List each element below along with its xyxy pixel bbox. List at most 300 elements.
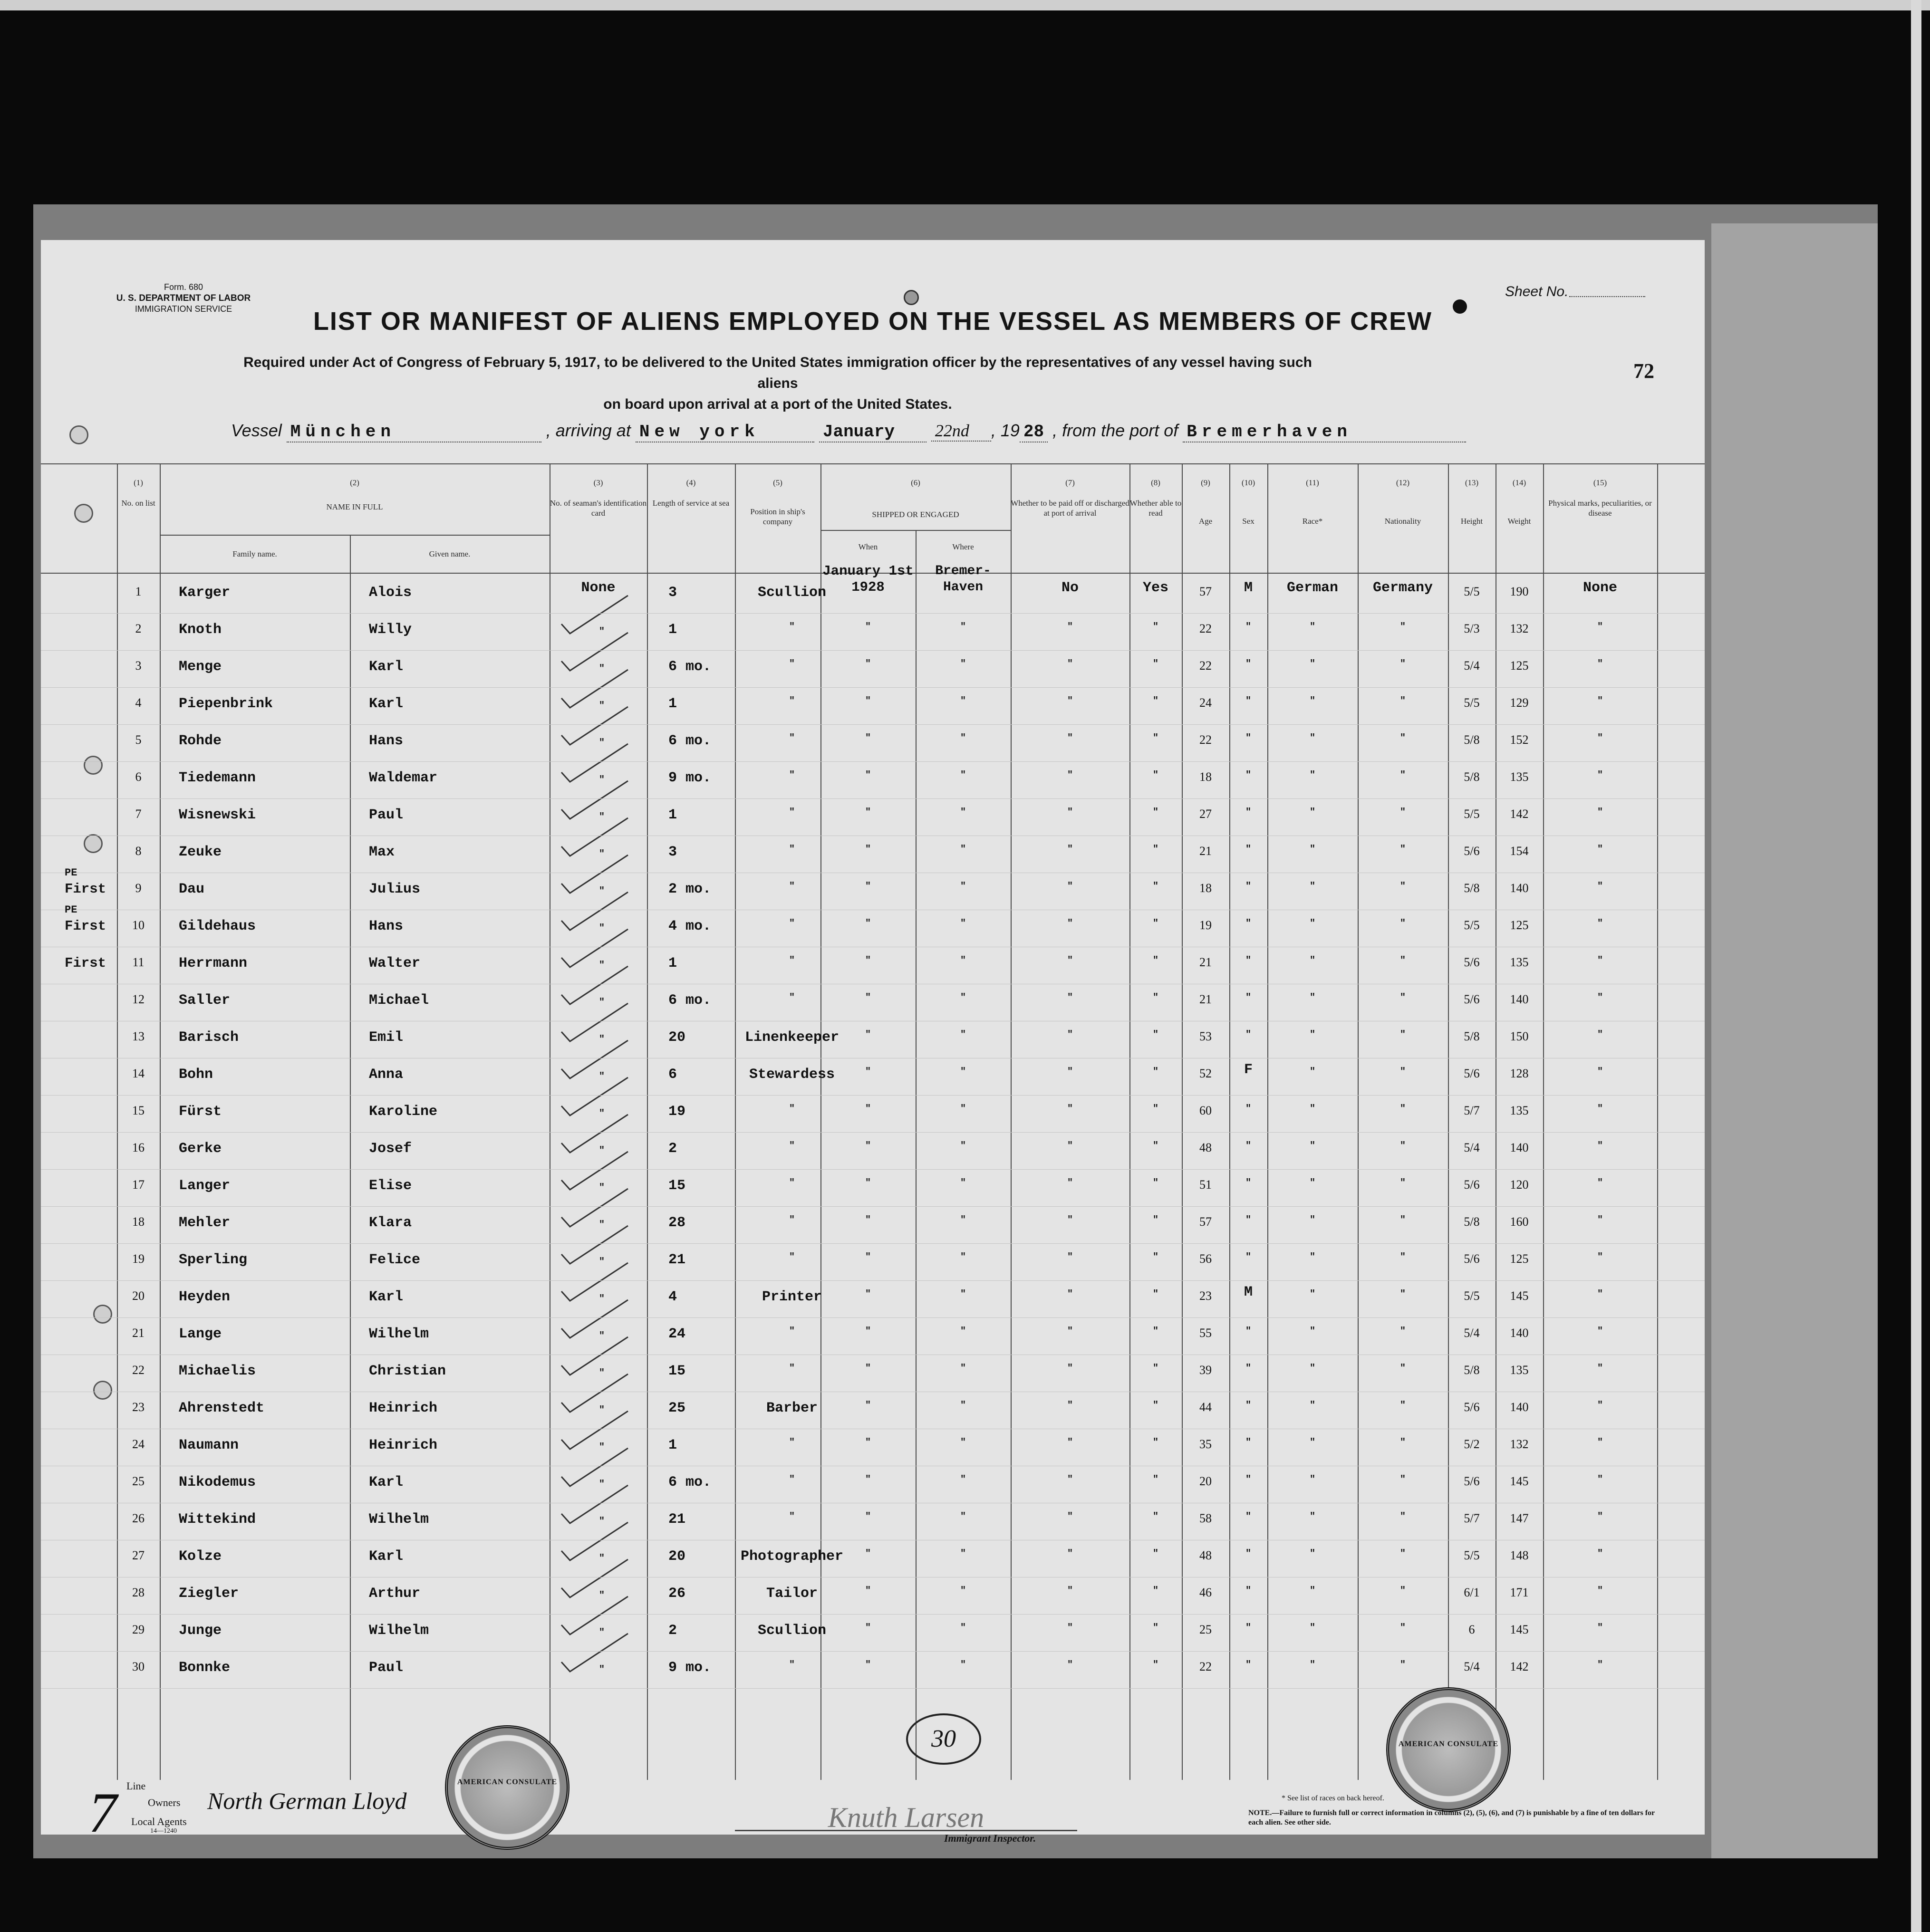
line-signature: North German Lloyd xyxy=(207,1788,407,1814)
margin-note-mark: PE xyxy=(65,904,77,916)
service-length: 24 xyxy=(668,1326,686,1342)
race-ditto: " xyxy=(1309,696,1315,707)
able-to-read-ditto: " xyxy=(1152,807,1158,818)
row-rule xyxy=(41,650,1705,651)
weight: 171 xyxy=(1510,1586,1529,1599)
physical-marks-ditto: " xyxy=(1597,733,1603,744)
race-ditto: " xyxy=(1309,1437,1315,1448)
given-name: Max xyxy=(369,844,395,860)
race-ditto: " xyxy=(1309,1289,1315,1300)
card-ditto: " xyxy=(598,1405,605,1416)
margin-note-mark: PE xyxy=(65,867,77,879)
service-length: 25 xyxy=(668,1400,686,1416)
shipped-when-ditto: " xyxy=(865,1289,871,1300)
nationality: Germany xyxy=(1372,580,1433,596)
row-number: 20 xyxy=(132,1289,145,1303)
race-ditto: " xyxy=(1309,1141,1315,1152)
physical-marks-ditto: " xyxy=(1597,1029,1603,1040)
given-name: Heinrich xyxy=(369,1400,438,1416)
weight: 148 xyxy=(1510,1548,1529,1562)
given-name: Wilhelm xyxy=(369,1623,429,1639)
race-ditto: " xyxy=(1309,807,1315,818)
age: 21 xyxy=(1199,844,1212,858)
weight: 125 xyxy=(1510,1252,1529,1266)
family-name: Ahrenstedt xyxy=(179,1400,265,1416)
col-card-header: (3) No. of seaman's identification card xyxy=(550,478,647,518)
able-to-read-ditto: " xyxy=(1152,1400,1158,1411)
position: Scullion xyxy=(757,1623,827,1639)
owners-label: Owners xyxy=(148,1797,181,1808)
race-ditto: " xyxy=(1309,1511,1315,1522)
shipped-when-ditto: " xyxy=(865,1326,871,1337)
name-subheader-rule xyxy=(160,535,550,536)
row-number: 18 xyxy=(132,1215,145,1229)
age: 18 xyxy=(1199,881,1212,895)
sex: M xyxy=(1244,1284,1253,1300)
age: 58 xyxy=(1199,1511,1212,1525)
consulate-seal xyxy=(445,1725,569,1850)
vessel-label: Vessel xyxy=(231,421,282,440)
nationality-ditto: " xyxy=(1399,1252,1406,1263)
card-ditto: " xyxy=(598,1664,605,1675)
row-number: 17 xyxy=(132,1178,145,1192)
card-ditto: " xyxy=(598,997,605,1008)
family-name: Barisch xyxy=(179,1029,239,1046)
age: 27 xyxy=(1199,807,1212,821)
service-length: 6 mo. xyxy=(668,1474,712,1490)
able-to-read-ditto: " xyxy=(1152,1363,1158,1374)
given-name: Michael xyxy=(369,992,429,1009)
service-length: 26 xyxy=(668,1586,686,1602)
physical-marks-ditto: " xyxy=(1597,1363,1603,1374)
arrival-day: 22nd xyxy=(931,421,991,442)
able-to-read-ditto: " xyxy=(1152,1141,1158,1152)
paid-off-ditto: " xyxy=(1067,1586,1073,1596)
height: 5/5 xyxy=(1464,1289,1480,1303)
physical-marks-ditto: " xyxy=(1597,1586,1603,1596)
service-length: 1 xyxy=(668,696,677,712)
family-name: Naumann xyxy=(179,1437,239,1453)
shipped-when-ditto: " xyxy=(865,1548,871,1559)
shipped-where-ditto: " xyxy=(960,1215,966,1226)
given-name: Wilhelm xyxy=(369,1511,429,1528)
physical-marks-ditto: " xyxy=(1597,992,1603,1003)
able-to-read-ditto: " xyxy=(1152,1586,1158,1596)
service-length: 9 mo. xyxy=(668,1660,712,1676)
physical-marks-ditto: " xyxy=(1597,1067,1603,1077)
position: " xyxy=(789,1215,795,1226)
position: " xyxy=(789,733,795,744)
age: 51 xyxy=(1199,1178,1212,1192)
form-number: Form. 680 xyxy=(164,282,203,292)
height: 5/5 xyxy=(1464,696,1480,710)
given-name: Klara xyxy=(369,1215,412,1231)
age: 35 xyxy=(1199,1437,1212,1451)
row-number: 9 xyxy=(135,881,142,895)
family-name: Ziegler xyxy=(179,1586,239,1602)
able-to-read-ditto: " xyxy=(1152,955,1158,966)
shipped-when-ditto: " xyxy=(865,881,871,892)
sex-ditto: " xyxy=(1245,1178,1251,1189)
weight: 142 xyxy=(1510,1660,1529,1673)
age: 60 xyxy=(1199,1104,1212,1117)
row-number: 23 xyxy=(132,1400,145,1414)
given-name: Hans xyxy=(369,733,404,749)
shipped-where-ditto: " xyxy=(960,1029,966,1040)
physical-marks-ditto: " xyxy=(1597,1141,1603,1152)
row-rule xyxy=(41,1132,1705,1133)
row-number: 10 xyxy=(132,918,145,932)
nationality-ditto: " xyxy=(1399,1363,1406,1374)
family-name: Saller xyxy=(179,992,231,1009)
card-ditto: " xyxy=(598,663,605,674)
race: German xyxy=(1286,580,1339,596)
service-length: 3 xyxy=(668,585,677,601)
age: 55 xyxy=(1199,1326,1212,1340)
able-to-read-ditto: " xyxy=(1152,1289,1158,1300)
physical-marks-ditto: " xyxy=(1597,1548,1603,1559)
family-name: Piepenbrink xyxy=(179,696,273,712)
race-ditto: " xyxy=(1309,992,1315,1003)
row-rule xyxy=(41,613,1705,614)
age: 20 xyxy=(1199,1474,1212,1488)
sex-ditto: " xyxy=(1245,1660,1251,1671)
physical-marks-ditto: " xyxy=(1597,807,1603,818)
service-length: 15 xyxy=(668,1178,686,1194)
department-name: U. S. DEPARTMENT OF LABOR xyxy=(116,293,251,303)
height: 5/5 xyxy=(1464,1548,1480,1562)
card-ditto: " xyxy=(598,1108,605,1119)
card-ditto: " xyxy=(598,1516,605,1527)
height: 5/6 xyxy=(1464,955,1480,969)
paid-off-ditto: " xyxy=(1067,1289,1073,1300)
col-shipped-header: (6) SHIPPED OR ENGAGED xyxy=(872,478,959,519)
shipped-where-ditto: " xyxy=(960,881,966,892)
shipped-when-ditto: " xyxy=(865,733,871,744)
card-ditto: " xyxy=(598,1257,605,1268)
age: 39 xyxy=(1199,1363,1212,1377)
shipped-when-ditto: " xyxy=(865,992,871,1003)
nationality-ditto: " xyxy=(1399,807,1406,818)
given-name: Karl xyxy=(369,1289,404,1305)
weight: 140 xyxy=(1510,992,1529,1006)
shipped-where-ditto: " xyxy=(960,1141,966,1152)
height: 5/8 xyxy=(1464,770,1480,784)
height: 5/6 xyxy=(1464,1067,1480,1080)
service-length: 6 mo. xyxy=(668,659,712,675)
paid-off-ditto: " xyxy=(1067,844,1073,855)
race-ditto: " xyxy=(1309,1400,1315,1411)
paid-off-ditto: " xyxy=(1067,1511,1073,1522)
paid-off-ditto: " xyxy=(1067,696,1073,707)
nationality-ditto: " xyxy=(1399,955,1406,966)
shipped-where-ditto: " xyxy=(960,992,966,1003)
height: 5/8 xyxy=(1464,1363,1480,1377)
nationality-ditto: " xyxy=(1399,1104,1406,1115)
weight: 120 xyxy=(1510,1178,1529,1192)
sex-ditto: " xyxy=(1245,770,1251,781)
vessel-name: München xyxy=(287,422,541,442)
weight: 135 xyxy=(1510,770,1529,784)
weight: 190 xyxy=(1510,585,1529,598)
given-name: Paul xyxy=(369,807,404,823)
race-ditto: " xyxy=(1309,1548,1315,1559)
height: 5/8 xyxy=(1464,733,1480,747)
card-ditto: " xyxy=(598,1590,605,1601)
sex-ditto: " xyxy=(1245,1474,1251,1485)
card-number: None xyxy=(581,580,616,596)
age: 52 xyxy=(1199,1067,1212,1080)
position: " xyxy=(789,1326,795,1337)
race-footnote: * See list of races on back hereof. xyxy=(1282,1794,1384,1802)
race-ditto: " xyxy=(1309,622,1315,633)
crew-table xyxy=(41,463,1705,1780)
row-rule xyxy=(41,1651,1705,1652)
paid-off-ditto: " xyxy=(1067,992,1073,1003)
race-ditto: " xyxy=(1309,1067,1315,1077)
row-number: 27 xyxy=(132,1548,145,1562)
given-name: Karl xyxy=(369,696,404,712)
position: " xyxy=(789,1141,795,1152)
paid-off-ditto: " xyxy=(1067,955,1073,966)
position: " xyxy=(789,918,795,929)
weight: 128 xyxy=(1510,1067,1529,1080)
age: 25 xyxy=(1199,1623,1212,1636)
physical-marks-ditto: " xyxy=(1597,1623,1603,1634)
sex-ditto: " xyxy=(1245,622,1251,633)
family-name: Bonnke xyxy=(179,1660,231,1676)
able-to-read-ditto: " xyxy=(1152,1548,1158,1559)
ink-dot xyxy=(1453,299,1467,314)
sex-ditto: " xyxy=(1245,918,1251,929)
nationality-ditto: " xyxy=(1399,1215,1406,1226)
row-number: 25 xyxy=(132,1474,145,1488)
paid-off-ditto: " xyxy=(1067,881,1073,892)
physical-marks-ditto: " xyxy=(1597,1215,1603,1226)
height: 5/6 xyxy=(1464,1474,1480,1488)
shipped-where-ditto: " xyxy=(960,696,966,707)
service-length: 1 xyxy=(668,807,677,823)
race-ditto: " xyxy=(1309,1104,1315,1115)
sex-ditto: " xyxy=(1245,881,1251,892)
service-length: 4 mo. xyxy=(668,918,712,934)
given-name: Paul xyxy=(369,1660,404,1676)
paid-off-ditto: " xyxy=(1067,1141,1073,1152)
weight: 132 xyxy=(1510,622,1529,635)
nationality-ditto: " xyxy=(1399,770,1406,781)
family-name: Tiedemann xyxy=(179,770,256,786)
age: 57 xyxy=(1199,585,1212,598)
shipped-where-ditto: " xyxy=(960,955,966,966)
weight: 129 xyxy=(1510,696,1529,710)
col-race-header: (11) Race* xyxy=(1302,478,1323,526)
age: 22 xyxy=(1199,659,1212,673)
race-ditto: " xyxy=(1309,881,1315,892)
from-port-label: , from the port of xyxy=(1052,421,1178,440)
paid-off-ditto: " xyxy=(1067,1548,1073,1559)
family-name: Menge xyxy=(179,659,222,675)
able-to-read-ditto: " xyxy=(1152,1623,1158,1634)
shipped-where-ditto: " xyxy=(960,733,966,744)
card-ditto: " xyxy=(598,812,605,823)
age: 53 xyxy=(1199,1029,1212,1043)
able-to-read-ditto: " xyxy=(1152,1178,1158,1189)
sex-ditto: " xyxy=(1245,1363,1251,1374)
given-name: Hans xyxy=(369,918,404,934)
nationality-ditto: " xyxy=(1399,1548,1406,1559)
row-number: 13 xyxy=(132,1029,145,1043)
shipped-when-ditto: " xyxy=(865,1104,871,1115)
given-name: Karl xyxy=(369,659,404,675)
able-to-read: Yes xyxy=(1142,580,1168,596)
paid-off-ditto: " xyxy=(1067,1029,1073,1040)
card-ditto: " xyxy=(598,960,605,971)
height: 5/8 xyxy=(1464,1029,1480,1043)
nationality-ditto: " xyxy=(1399,1511,1406,1522)
sex-ditto: " xyxy=(1245,1511,1251,1522)
sex-ditto: " xyxy=(1245,1623,1251,1634)
shipped-where-ditto: " xyxy=(960,1252,966,1263)
service-length: 20 xyxy=(668,1548,686,1565)
given-name: Josef xyxy=(369,1141,412,1157)
col-name-header: (2) NAME IN FULL xyxy=(326,478,383,511)
row-number: 19 xyxy=(132,1252,145,1266)
arriving-label: , arriving at xyxy=(546,421,631,440)
family-name: Karger xyxy=(179,585,231,601)
service-length: 20 xyxy=(668,1029,686,1046)
able-to-read-ditto: " xyxy=(1152,622,1158,633)
race-ditto: " xyxy=(1309,1252,1315,1263)
col-rule xyxy=(1657,463,1658,1780)
margin-note: First xyxy=(65,881,106,897)
height: 5/3 xyxy=(1464,622,1480,635)
col-rule xyxy=(160,463,161,1780)
shipped-when-ditto: " xyxy=(865,1660,871,1671)
paid-off-ditto: " xyxy=(1067,1623,1073,1634)
sex-ditto: " xyxy=(1245,1548,1251,1559)
able-to-read-ditto: " xyxy=(1152,1474,1158,1485)
height: 5/6 xyxy=(1464,992,1480,1006)
sex-ditto: " xyxy=(1245,1586,1251,1596)
row-rule xyxy=(41,1169,1705,1170)
weight: 145 xyxy=(1510,1474,1529,1488)
row-rule xyxy=(41,1243,1705,1244)
race-ditto: " xyxy=(1309,918,1315,929)
col-family-name-header: Family name. xyxy=(232,549,277,558)
row-number: 2 xyxy=(135,622,142,635)
age: 19 xyxy=(1199,918,1212,932)
nationality-ditto: " xyxy=(1399,1326,1406,1337)
given-name: Emil xyxy=(369,1029,404,1046)
able-to-read-ditto: " xyxy=(1152,1215,1158,1226)
shipped-where-ditto: " xyxy=(960,918,966,929)
given-name: Karl xyxy=(369,1548,404,1565)
physical-marks-ditto: " xyxy=(1597,696,1603,707)
physical-marks-ditto: " xyxy=(1597,770,1603,781)
arrival-month: January xyxy=(819,422,926,442)
height: 5/8 xyxy=(1464,1215,1480,1229)
seal-text: AMERICAN CONSULATE xyxy=(1398,1740,1499,1748)
shipped-when-ditto: " xyxy=(865,1437,871,1448)
card-ditto: " xyxy=(598,886,605,897)
age: 23 xyxy=(1199,1289,1212,1303)
col-rule xyxy=(647,463,648,1780)
sex-ditto: " xyxy=(1245,1029,1251,1040)
shipped-when-ditto: " xyxy=(865,1215,871,1226)
row-number: 15 xyxy=(132,1104,145,1117)
position: " xyxy=(789,770,795,781)
col-position-header: (5) Position in ship's company xyxy=(750,478,805,526)
margin-note: First xyxy=(65,955,106,971)
shipped-where-ditto: " xyxy=(960,1548,966,1559)
position: " xyxy=(789,881,795,892)
weight: 140 xyxy=(1510,1141,1529,1154)
shipped-where-ditto: " xyxy=(960,622,966,633)
height: 5/5 xyxy=(1464,585,1480,598)
family-name: Wisnewski xyxy=(179,807,256,823)
family-name: Herrmann xyxy=(179,955,248,971)
shipped-when-ditto: " xyxy=(865,1623,871,1634)
age: 22 xyxy=(1199,733,1212,747)
height: 5/5 xyxy=(1464,807,1480,821)
paid-off-ditto: " xyxy=(1067,1104,1073,1115)
service-length: 2 mo. xyxy=(668,881,712,897)
position: " xyxy=(789,1660,795,1671)
height: 5/4 xyxy=(1464,659,1480,673)
weight: 135 xyxy=(1510,1363,1529,1377)
able-to-read-ditto: " xyxy=(1152,844,1158,855)
weight: 145 xyxy=(1510,1623,1529,1636)
able-to-read-ditto: " xyxy=(1152,881,1158,892)
given-name: Elise xyxy=(369,1178,412,1194)
nationality-ditto: " xyxy=(1399,1586,1406,1596)
race-ditto: " xyxy=(1309,1326,1315,1337)
shipped-when-ditto: " xyxy=(865,1178,871,1189)
row-rule xyxy=(41,1095,1705,1096)
paid-off-ditto: " xyxy=(1067,1437,1073,1448)
manifest-subtitle xyxy=(231,352,1324,415)
given-name: Arthur xyxy=(369,1586,421,1602)
row-rule xyxy=(41,798,1705,799)
col-read-header: (8) Whether able to read xyxy=(1129,478,1182,518)
position: Linenkeeper xyxy=(744,1029,840,1046)
sex: M xyxy=(1244,580,1253,596)
weight: 152 xyxy=(1510,733,1529,747)
card-ditto: " xyxy=(598,701,605,711)
height: 5/6 xyxy=(1464,1252,1480,1266)
family-name: Michaelis xyxy=(179,1363,256,1379)
sex-ditto: " xyxy=(1245,1400,1251,1411)
race-ditto: " xyxy=(1309,1660,1315,1671)
shipped-when-ditto: " xyxy=(865,1511,871,1522)
sex-ditto: " xyxy=(1245,807,1251,818)
row-rule xyxy=(41,1317,1705,1318)
family-name: Sperling xyxy=(179,1252,248,1268)
position: " xyxy=(789,844,795,855)
height: 5/8 xyxy=(1464,881,1480,895)
age: 21 xyxy=(1199,955,1212,969)
nationality-ditto: " xyxy=(1399,1141,1406,1152)
service-length: 4 xyxy=(668,1289,677,1305)
col-where-header: Where xyxy=(952,542,974,551)
service-name: IMMIGRATION SERVICE xyxy=(135,304,232,314)
sex-ditto: " xyxy=(1245,955,1251,966)
nationality-ditto: " xyxy=(1399,1660,1406,1671)
sheet-number-label: Sheet No. xyxy=(1505,284,1569,299)
margin-note: First xyxy=(65,918,106,934)
given-name: Heinrich xyxy=(369,1437,438,1453)
crew-total-circled: 30 xyxy=(906,1713,981,1765)
